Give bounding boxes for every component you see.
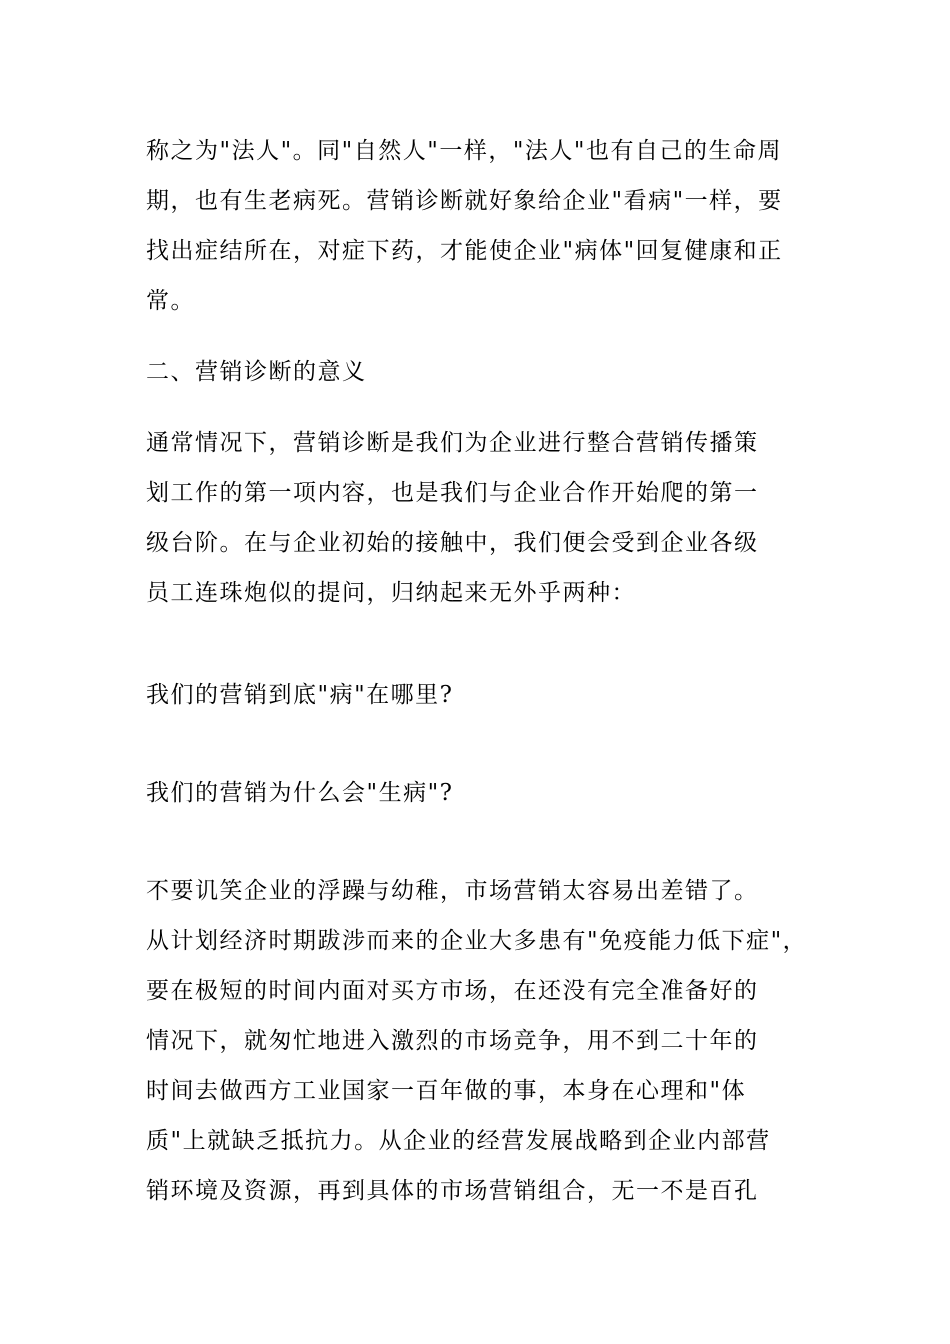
paragraph-3-line-1: 不要讥笑企业的浮躁与幼稚，市场营销太容易出差错了。 [146,878,759,904]
paragraph-1-line-3: 找出症结所在，对症下药，才能使企业"病体"回复健康和正 [146,238,783,264]
paragraph-3-line-3: 要在极短的时间内面对买方市场，在还没有完全准备好的 [146,978,759,1004]
paragraph-1-line-2: 期，也有生老病死。营销诊断就好象给企业"看病"一样，要 [146,188,783,214]
paragraph-3-line-6: 质"上就缺乏抵抗力。从企业的经营发展战略到企业内部营 [146,1128,771,1154]
paragraph-1-line-1: 称之为"法人"。同"自然人"一样，"法人"也有自己的生命周 [146,138,782,164]
paragraph-2-line-2: 划工作的第一项内容，也是我们与企业合作开始爬的第一 [146,480,759,506]
paragraph-1-line-4: 常。 [146,288,195,314]
paragraph-3-line-2: 从计划经济时期跋涉而来的企业大多患有"免疫能力低下症"， [146,928,808,954]
paragraph-3-line-4: 情况下，就匆忙地进入激烈的市场竞争，用不到二十年的 [146,1028,759,1054]
section-heading: 二、营销诊断的意义 [146,359,367,385]
paragraph-3-line-7: 销环境及资源，再到具体的市场营销组合，无一不是百孔 [146,1178,759,1204]
paragraph-2-line-4: 员工连珠炮似的提问，归纳起来无外乎两种： [146,580,636,606]
question-line-1: 我们的营销到底"病"在哪里? [146,682,454,708]
paragraph-2-line-1: 通常情况下，营销诊断是我们为企业进行整合营销传播策 [146,430,759,456]
question-line-2: 我们的营销为什么会"生病"? [146,780,454,806]
paragraph-2-line-3: 级台阶。在与企业初始的接触中，我们便会受到企业各级 [146,530,759,556]
paragraph-3-line-5: 时间去做西方工业国家一百年做的事，本身在心理和"体 [146,1078,747,1104]
